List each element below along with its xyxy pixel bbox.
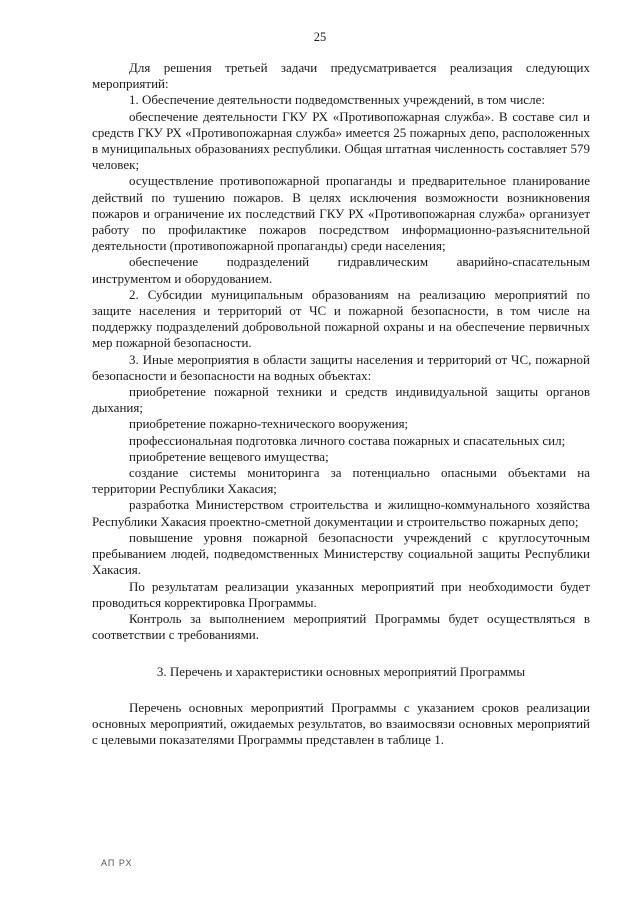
section-paragraph: Перечень основных мероприятий Программы с указанием сроков реализации основных мероприятий, ожидаемых результатов, во взаимосвязи основных мероприятий с целевыми показателями Программы представлен в таблице 1. [92,699,590,747]
item-1-heading: 1. Обеспечение деятельности подведомственных учреждений, в том числе: [129,92,545,108]
item-3-heading: 3. Иные мероприятия в области защиты населения и территорий от ЧС, пожарной безопасности и безопасности на водных объектах: [92,351,590,383]
item-1-fire-service: обеспечение деятельности ГКУ РХ «Противопожарная служба». В составе сил и средств ГКУ РХ «Противопожарная служба» имеется 25 пожарных депо, расположенных в муниципальных образованиях республики. Общая штатная численность составляет 579 человек; [92,108,590,173]
item-3-fire-vehicles: приобретение пожарной техники и средств индивидуальной защиты органов дыхания; [92,384,590,416]
intro-paragraph: Для решения третьей задачи предусматривается реализация следующих мероприятий: [92,60,590,92]
item-3-fire-weapons: приобретение пожарно-технического вооружения; [129,416,409,432]
item-3-monitoring: создание системы мониторинга за потенциально опасными объектами на территории Республики Хакасия; [92,465,590,497]
page-number: 25 [313,30,327,44]
item-2-subsidies: 2. Субсидии муниципальным образованиям на реализацию мероприятий по защите населения и территорий от ЧС и пожарной безопасности, в том числе на поддержку подразделений добровольной пожарной охраны и на обеспечение первичных мер пожарной безопасности. [92,286,590,351]
item-3-training: профессиональная подготовка личного состава пожарных и спасательных сил; [129,432,566,448]
document-body [92,60,590,748]
section-heading: 3. Перечень и характеристики основных мероприятий Программы [156,664,526,680]
item-1-propaganda: осуществление противопожарной пропаганды и предварительное планирование действий по тушению пожаров. В целях исключения возможности возникновения пожаров и ограничение их последствий ГКУ РХ «Противопожарная служба» организует работу по профилактике пожаров посредством информационно-разъяснительной деятельности (противопожарной пропаганды) среди населения; [92,173,590,254]
correction-paragraph: По результатам реализации указанных мероприятий при необходимости будет проводиться корректировка Программы. [92,578,590,610]
control-paragraph: Контроль за выполнением мероприятий Программы будет осуществляться в соответствии с требованиями. [92,610,590,643]
item-3-depot-design: разработка Министерством строительства и жилищно-коммунального хозяйства Республики Хакасия проектно-сметной документации и строительство пожарных депо; [92,497,590,529]
item-3-clothing: приобретение вещевого имущества; [129,448,329,464]
item-1-equipment: обеспечение подразделений гидравлическим аварийно-спасательным инструментом и оборудованием. [92,254,590,286]
item-3-social-safety: повышение уровня пожарной безопасности учреждений с круглосуточным пребыванием людей, подведомственных Министерству социальной защиты Республики Хакасия. [92,529,590,578]
footer-stamp: АП РХ [101,858,133,868]
